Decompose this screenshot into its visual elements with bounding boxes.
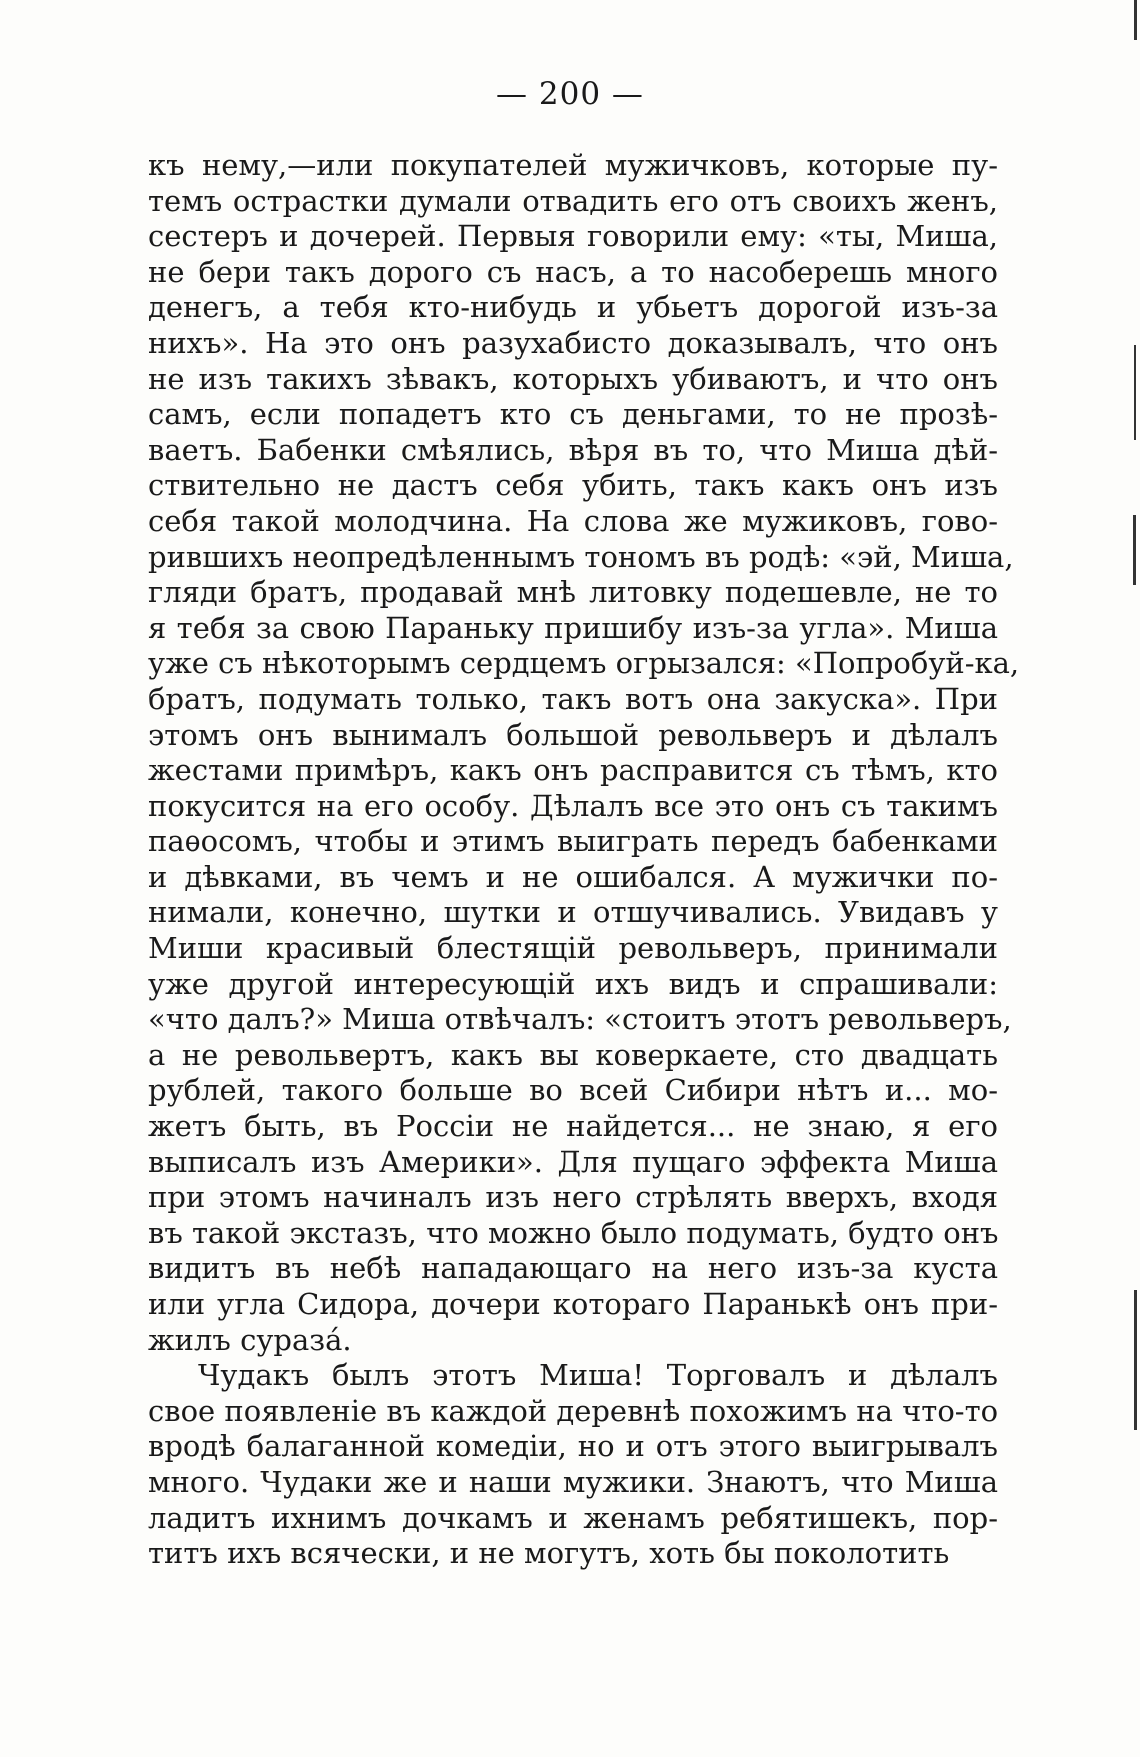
text-line: въ такой экстазъ, что можно было подумать, будто онъ [148, 1215, 999, 1250]
text-line: вродѣ балаганной комедіи, но и отъ этого выигрывалъ [148, 1429, 998, 1464]
text-line: нимали, конечно, шутки и отшучивались. Увидавъ у [148, 895, 998, 930]
text-line: Чудакъ былъ этотъ Миша! Торговалъ и дѣлалъ [198, 1358, 998, 1393]
text-line: или угла Сидора, дочери котораго Паранькѣ онъ при- [148, 1287, 998, 1321]
body-text [148, 148, 1020, 1572]
text-line: Миши красивый блестящій револьверъ, принимали [148, 931, 998, 966]
text-line: ладитъ ихнимъ дочкамъ и женамъ ребятишекъ, пор- [148, 1500, 998, 1535]
right-margin-mark [1134, 345, 1136, 440]
text-line: свое появленіе въ каждой деревнѣ похожимъ на что-то [148, 1393, 999, 1428]
text-line: жестами примѣръ, какъ онъ расправится съ тѣмъ, кто [148, 753, 998, 788]
text-line: при этомъ начиналъ изъ него стрѣлять вверхъ, входя [148, 1180, 998, 1215]
text-line: сестеръ и дочерей. Первыя говорили ему: «ты, Миша, [148, 219, 998, 254]
text-line: ваетъ. Бабенки смѣялись, вѣря въ то, что Миша дѣй- [148, 432, 998, 467]
text-line: и дѣвками, въ чемъ и не ошибался. А мужички по- [148, 859, 998, 894]
paragraph-2 [148, 1358, 998, 1572]
text-line: уже другой интересующій ихъ видъ и спрашивали: [148, 966, 998, 1001]
text-line: не изъ такихъ зѣвакъ, которыхъ убиваютъ, и что онъ [148, 361, 998, 396]
text-line: видитъ въ небѣ нападающаго на него изъ-за куста [148, 1251, 998, 1286]
text-line: рившихъ неопредѣленнымъ тономъ въ родѣ: «эй, Миша, [148, 539, 1014, 574]
text-line: уже съ нѣкоторымъ сердцемъ огрызался: «Попробуй-ка, [148, 646, 1020, 681]
text-line: не бери такъ дорого съ насъ, а то насоберешь много [148, 254, 998, 289]
text-line: темъ острастки думали отвадить его отъ своихъ женъ, [148, 183, 998, 218]
text-line: себя такой молодчина. На слова же мужиковъ, гово- [148, 503, 998, 538]
text-line: я тебя за свою Параньку пришибу изъ-за угла». Миша [148, 610, 998, 645]
text-line: братъ, подумать только, такъ вотъ она закуска». При [148, 681, 998, 716]
text-line: нихъ». На это онъ разухабисто доказывалъ, что онъ [148, 325, 998, 360]
text-line: паѳосомъ, чтобы и этимъ выиграть передъ бабенками [148, 824, 998, 859]
text-line: жетъ быть, въ Россіи не найдется... не знаю, я его [148, 1109, 998, 1144]
right-margin-mark [1134, 0, 1137, 40]
text-line: а не револьвертъ, какъ вы коверкаете, сто двадцать [148, 1037, 998, 1072]
text-line: самъ, если попадетъ кто съ деньгами, то не прозѣ- [148, 397, 998, 432]
text-line: выписалъ изъ Америки». Для пущаго эффекта Миша [148, 1144, 998, 1179]
text-line: къ нему,—или покупателей мужичковъ, которые пу- [148, 148, 998, 182]
text-line: жилъ суразá. [148, 1322, 352, 1357]
page-number: — 200 — [496, 76, 644, 112]
text-line: денегъ, а тебя кто-нибудь и убьетъ дорогой изъ-за [148, 290, 998, 325]
text-line: ствительно не дастъ себя убить, такъ какъ онъ изъ [148, 468, 998, 503]
text-line: рублей, такого больше во всей Сибири нѣтъ и... мо- [148, 1073, 998, 1108]
text-line: этомъ онъ вынималъ большой револьверъ и дѣлалъ [148, 717, 998, 752]
right-margin-mark [1133, 515, 1136, 585]
right-margin-mark [1134, 1290, 1137, 1430]
text-line: много. Чудаки же и наши мужики. Знаютъ, что Миша [148, 1464, 998, 1499]
text-line: покусится на его особу. Дѣлалъ все это онъ съ такимъ [148, 788, 998, 823]
text-line: титъ ихъ всячески, и не могутъ, хоть бы поколотить [148, 1536, 950, 1571]
text-line: гляди братъ, продавай мнѣ литовку подешевле, не то [148, 575, 998, 610]
paragraph-1 [148, 148, 1020, 1358]
text-line: «что далъ?» Миша отвѣчалъ: «стоитъ этотъ револьверъ, [148, 1002, 1012, 1037]
